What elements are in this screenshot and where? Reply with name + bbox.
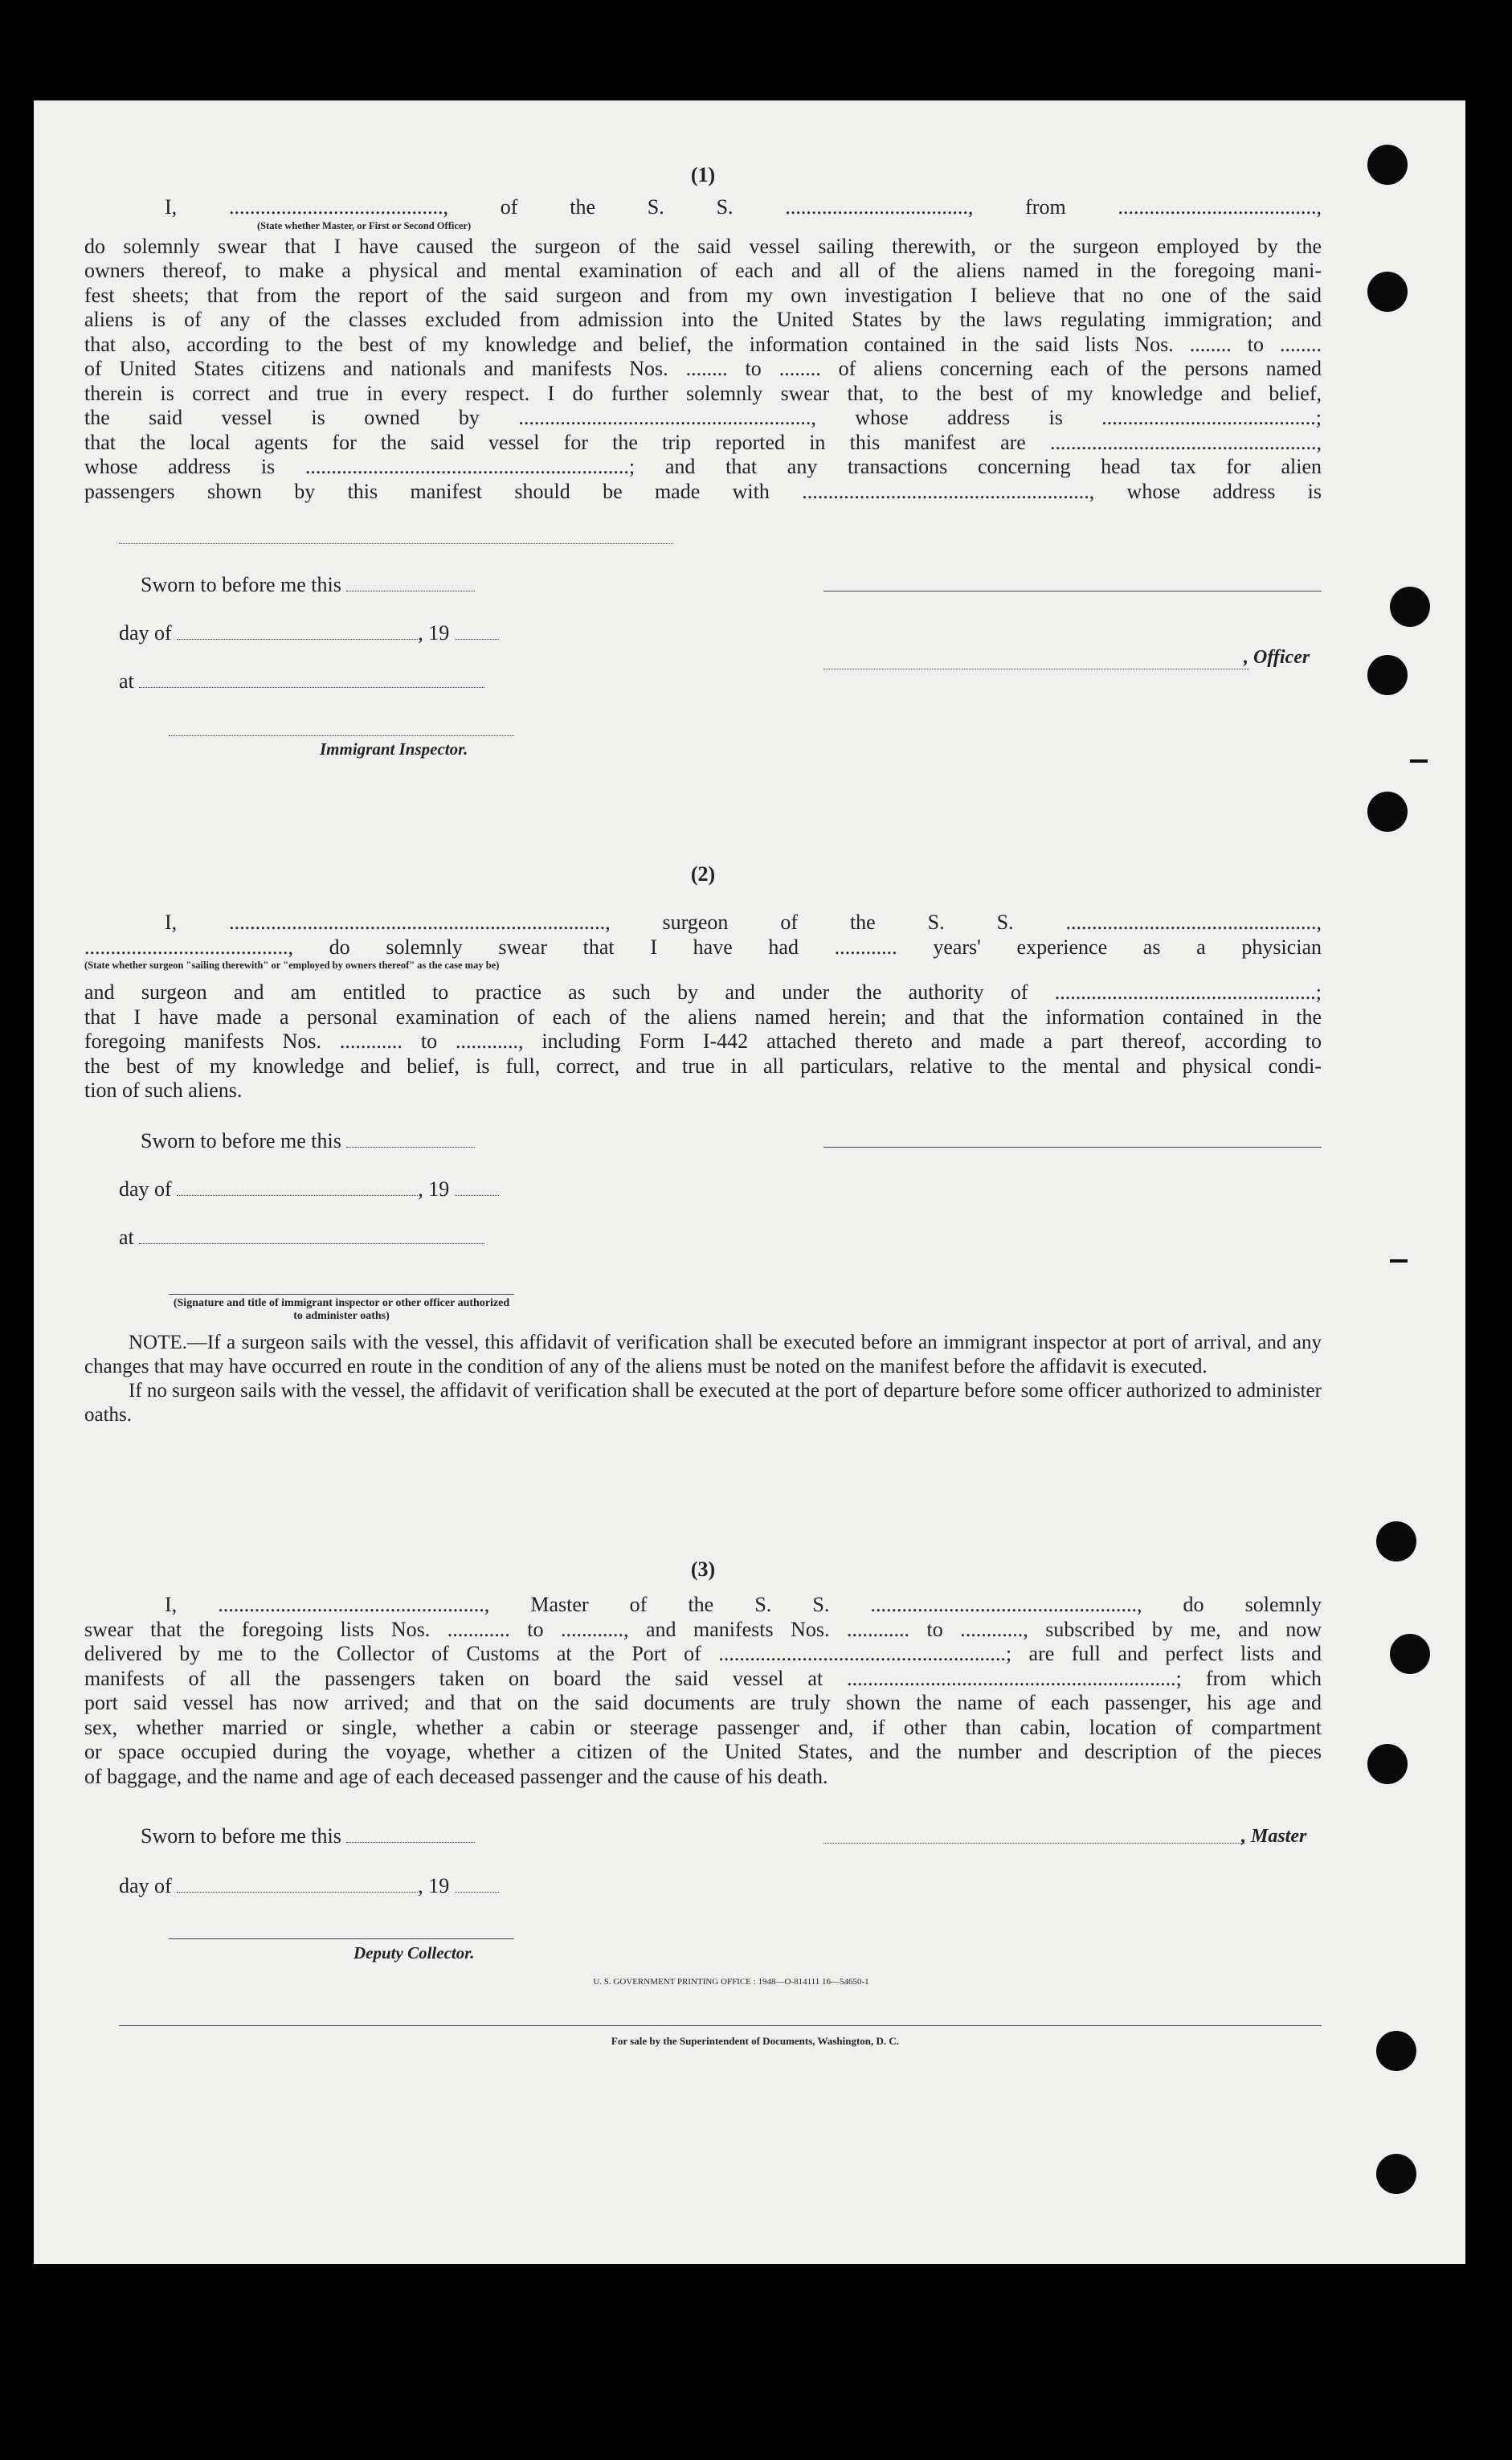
section-1	[84, 163, 1322, 504]
signature-caption: (Signature and title of immigrant inspector or other officer authorized to administer oaths)	[173, 1297, 510, 1322]
oath-line: that the local agents for the said vessel for the trip reported in this manifest are ...................................................,	[84, 430, 1322, 454]
sworn-label: Sworn to before me this	[141, 1824, 475, 1848]
deputy-caption: Deputy Collector.	[353, 1943, 475, 1963]
master-signature-line	[823, 1843, 1245, 1844]
surgeon-line: the best of my knowledge and belief, is full, correct, and true in all particulars, relative to the mental and physical condi-	[84, 1054, 1322, 1078]
master-line: sex, whether married or single, whether a cabin or steerage passenger and, if other than cabin, location of compartment	[84, 1715, 1322, 1739]
surgeon-line: foregoing manifests Nos. ............ to ............, including Form I-442 attached thereto and made a part thereof, according to	[84, 1029, 1322, 1053]
oath-line: do solemnly swear that I have caused the surgeon of the said vessel sailing therewith, or the surgeon employed by the	[84, 234, 1322, 258]
section-2	[84, 862, 1322, 1103]
footer-rule	[119, 2025, 1322, 2026]
signature-line	[119, 543, 673, 544]
punch-hole-icon	[1367, 145, 1408, 185]
oath-line: fest sheets; that from the report of the said surgeon and from my own investigation I believe that no one of the said	[84, 283, 1322, 307]
section-number: (1)	[690, 163, 716, 186]
officer-caption: , Officer	[1244, 647, 1310, 668]
master-line: of baggage, and the name and age of each deceased passenger and the cause of his death.	[84, 1764, 828, 1788]
surgeon-line: tion of such aliens.	[84, 1079, 243, 1102]
sale-line: For sale by the Superintendent of Documents, Washington, D. C.	[611, 2035, 900, 2047]
oath-line: of United States citizens and nationals and manifests Nos. ........ to ........ of aliens concerning each of the persons named	[84, 357, 1322, 380]
master-line: or space occupied during the voyage, whether a citizen of the United States, and the number and description of the pieces	[84, 1740, 1322, 1763]
punch-hole-icon	[1367, 1744, 1408, 1784]
punch-hole-icon	[1367, 655, 1408, 695]
punch-hole-icon	[1390, 587, 1430, 627]
master-line: swear that the foregoing lists Nos. ............ to ............, and manifests Nos. ............ to ............, subscribed by me, and now	[84, 1617, 1322, 1641]
inspector-signature-line	[169, 1294, 514, 1295]
master-line: port said vessel has now arrived; and that on the said documents are truly shown the name of each passenger, his age and	[84, 1691, 1322, 1714]
punch-hole-icon	[1376, 2154, 1416, 2194]
oath-line: the said vessel is owned by ........................................................, whose address is .........................................;	[84, 406, 1322, 429]
printing-office-line: U. S. GOVERNMENT PRINTING OFFICE : 1948—O-814111 16—54650-1	[593, 1977, 869, 1987]
note-paragraph: NOTE.—If a surgeon sails with the vessel, this affidavit of verification shall be executed before an immigrant inspector at port of arrival, and any changes that may have occurred en route in the condition of any of the aliens must be noted on the manifest before the affidavit is executed.	[84, 1332, 1322, 1377]
at-label: at	[119, 1226, 484, 1250]
punch-hole-icon	[1367, 272, 1408, 312]
intro-caption: (State whether Master, or First or Second Officer)	[257, 219, 472, 231]
day-of-label: day of , 19	[119, 1177, 499, 1201]
at-label: at	[119, 669, 484, 694]
oath-line: owners thereof, to make a physical and mental examination of each and all of the aliens named in the foregoing mani-	[84, 259, 1322, 282]
oath-line: whose address is ..............................................................; and that any transactions concerning head tax for alien	[84, 455, 1322, 478]
punch-hole-icon	[1390, 1634, 1430, 1674]
surgeon-officer-line	[823, 1147, 1322, 1148]
surgeon-intro: I, ........................................................................, surgeon of the S. S. ................................................,	[165, 911, 1322, 934]
surgeon-line: and surgeon and am entitled to practice as such by and under the authority of ..................................................;	[84, 980, 1322, 1004]
inspector-signature-line	[169, 735, 514, 736]
edge-mark-icon	[1410, 759, 1428, 763]
note-block	[84, 1331, 1322, 1427]
master-line: manifests of all the passengers taken on board the said vessel at ...............................................................; from which	[84, 1666, 1322, 1690]
note-paragraph: If no surgeon sails with the vessel, the affidavit of verification shall be executed at the port of departure before some officer authorized to administer oaths.	[84, 1380, 1322, 1426]
oath-line: therein is correct and true in every respect. I do further solemnly swear that, to the best of my knowledge and belief,	[84, 381, 1322, 405]
deputy-signature-line	[169, 1938, 514, 1939]
inspector-caption: Immigrant Inspector.	[320, 739, 468, 759]
sworn-label: Sworn to before me this	[141, 1129, 475, 1153]
surgeon-line: that I have made a personal examination of each of the aliens named herein; and that the information contained in the	[84, 1005, 1322, 1029]
oath-line: that also, according to the best of my knowledge and belief, the information contained in the said lists Nos. ........ to ........	[84, 332, 1322, 356]
oath-intro: I, ........................................., of the S. S. ..................................., from ......................................,	[165, 195, 1322, 219]
master-line: delivered by me to the Collector of Customs at the Port of .......................................................; are full and perfect lists and	[84, 1642, 1322, 1665]
oath-line: aliens is of any of the classes excluded from admission into the United States by the laws regulating immigration; and	[84, 308, 1322, 331]
section-number: (2)	[690, 862, 716, 886]
edge-mark-icon	[1390, 1259, 1408, 1263]
section-number: (3)	[690, 1557, 716, 1581]
sworn-label: Sworn to before me this	[141, 573, 475, 597]
section-3	[84, 1557, 1322, 1789]
punch-hole-icon	[1367, 792, 1408, 832]
day-of-label: day of , 19	[119, 621, 499, 645]
punch-hole-icon	[1376, 1521, 1416, 1562]
surgeon-line: ......................................., do solemnly swear that I have had ............ years' experience as a physician	[84, 935, 1322, 959]
surgeon-caption: (State whether surgeon "sailing therewith" or "employed by owners thereof" as the case may be)	[84, 960, 500, 971]
master-line: I, ..................................................., Master of the S. S. ..................................................., do solemnly	[165, 1593, 1322, 1616]
oath-line: passengers shown by this manifest should be made with ......................................................., whose address is	[84, 479, 1322, 503]
day-of-label: day of , 19	[119, 1874, 499, 1898]
punch-hole-icon	[1376, 2031, 1416, 2071]
master-caption: , Master	[1241, 1826, 1307, 1847]
